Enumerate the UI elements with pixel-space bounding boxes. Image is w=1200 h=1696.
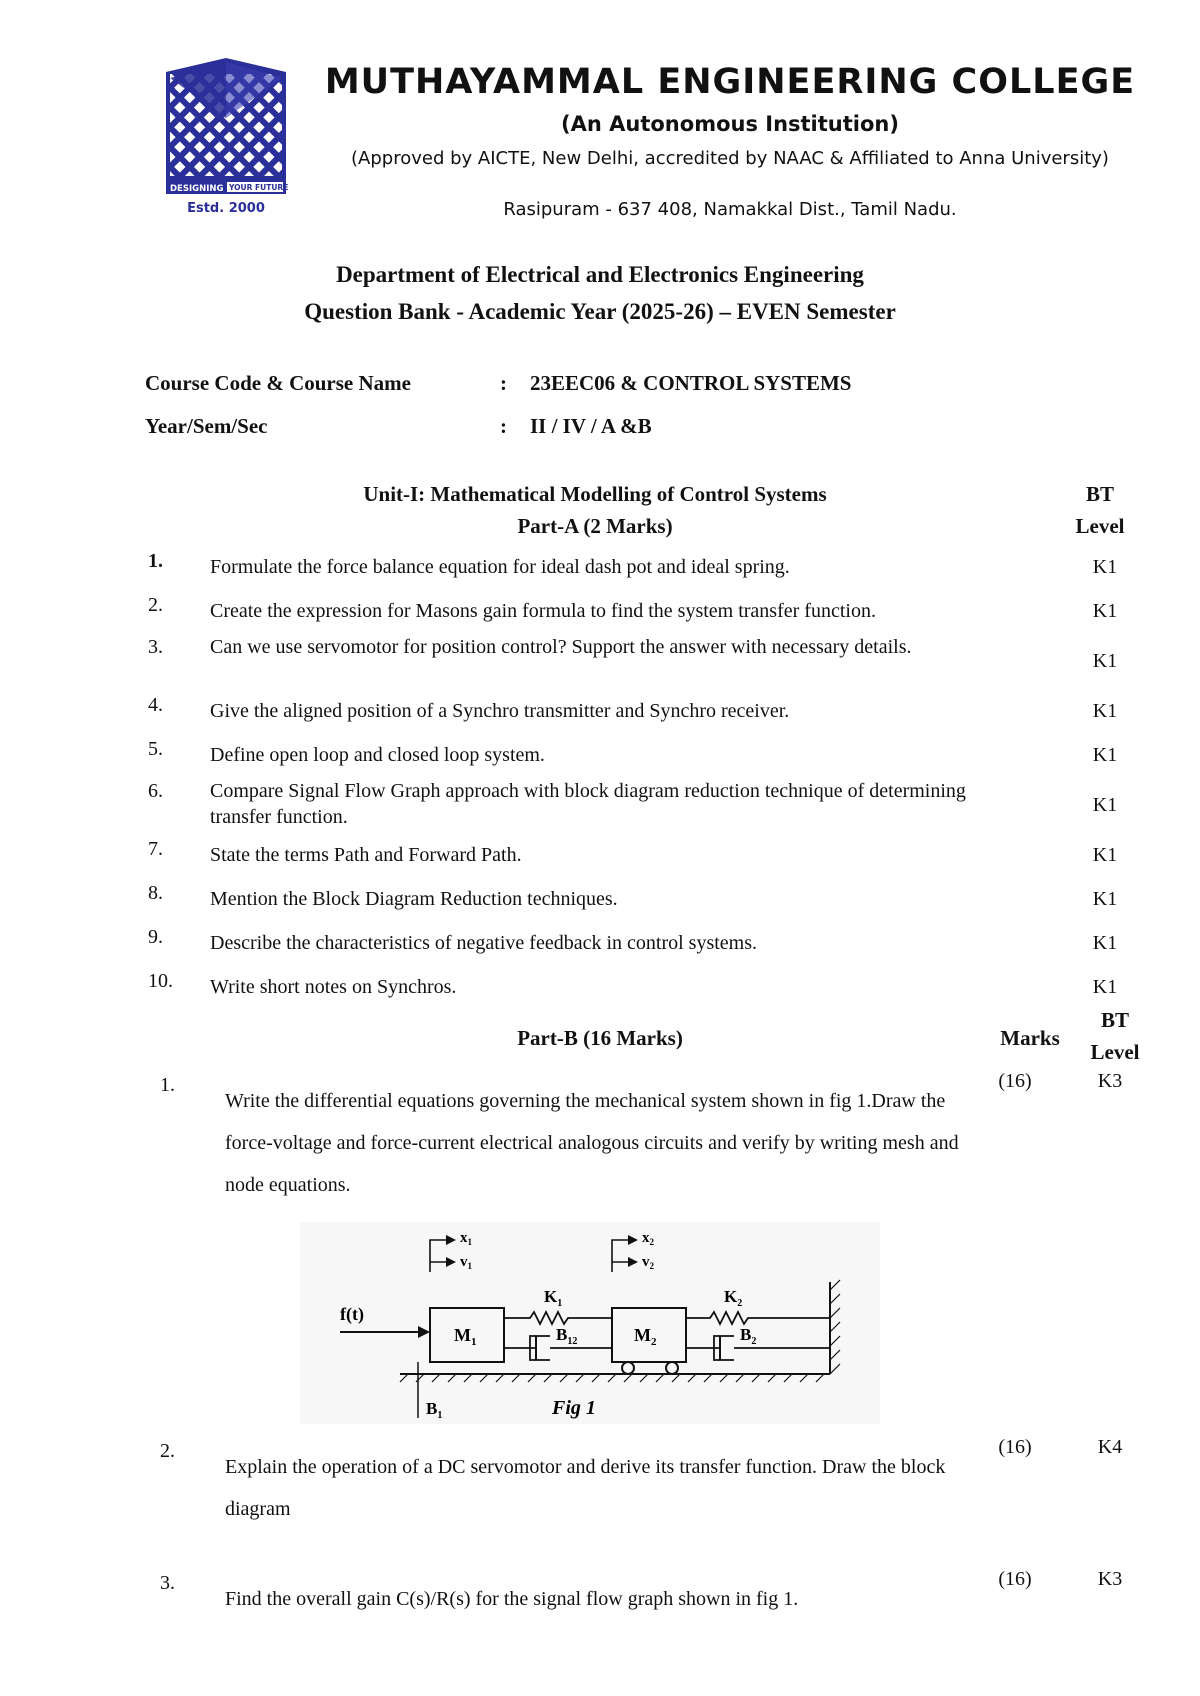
part-b-marks: (16) [998,1070,1032,1092]
part-a-num: 8. [148,882,163,904]
x2-sub: 2 [649,1237,654,1247]
approval-line: (Approved by AICTE, New Delhi, accredited by NAAC & Affiliated to Anna University) [351,148,1109,169]
part-a-question: Mention the Block Diagram Reduction techniques. [210,888,618,910]
year-sem-label: Year/Sem/Sec [145,414,268,438]
b12-label: B [556,1325,568,1344]
part-b-bt-header-1: BT [1100,1008,1129,1032]
part-a-bt: K1 [1092,794,1118,816]
part-a-num: 2. [148,594,163,616]
v1-label: v [460,1254,468,1270]
x1-sub: 1 [467,1237,472,1247]
part-a-bt: K1 [1092,600,1118,622]
k1-label: K [544,1287,558,1306]
k1-sub: 1 [557,1298,563,1309]
logo-estd: Estd. 2000 [187,201,265,216]
part-b-question: Explain the operation of a DC servomotor and derive its transfer function. Draw the block diagram [225,1456,946,1520]
course-code-colon: : [500,371,507,395]
part-b-num: 1. [160,1074,175,1096]
part-b-num: 3. [160,1572,175,1594]
part-a-num: 10. [148,970,173,992]
part-a-question: Define open loop and closed loop system. [210,744,545,766]
part-a-num: 3. [148,636,163,658]
part-b-marks: (16) [998,1568,1032,1590]
part-a-bt: K1 [1092,556,1118,578]
b2-sub: 2 [751,1336,757,1347]
part-b-question: Write the differential equations governing the mechanical system shown in fig 1.Draw the force-voltage and force-current electrical analogous circuits and verify by writing mesh and node equations. [225,1090,959,1196]
part-b-bt-header-2: Level [1090,1040,1140,1064]
part-a-num: 6. [148,780,163,802]
unit-title: Unit-I: Mathematical Modelling of Control Systems [363,482,827,506]
part-a-bt: K1 [1092,844,1118,866]
part-b-bt: K4 [1097,1436,1123,1458]
m1-label: M [454,1325,471,1345]
part-a-bt: K1 [1092,744,1118,766]
b12-sub: 12 [567,1336,578,1347]
logo-caption-1: DESIGNING [170,184,224,194]
v1-sub: 1 [467,1261,472,1271]
logo-caption-2: YOUR FUTURE [229,183,289,192]
part-b-marks-header: Marks [1000,1026,1060,1050]
part-a-bt: K1 [1092,888,1118,910]
part-b-bt: K3 [1097,1568,1123,1590]
part-a-num: 5. [148,738,163,760]
course-code-label: Course Code & Course Name [145,371,411,395]
college-logo-emblem [160,58,292,220]
v2-label: v [642,1254,650,1270]
year-sem-value: II / IV / A &B [530,414,652,438]
part-a-num: 4. [148,694,163,716]
question-bank-title: Question Bank - Academic Year (2025-26) – EVEN Semester [304,299,896,324]
college-name: MUTHAYAMMAL ENGINEERING COLLEGE [324,62,1136,102]
autonomous-label: (An Autonomous Institution) [561,112,899,136]
force-label: f(t) [340,1304,364,1324]
part-a-question: State the terms Path and Forward Path. [210,844,522,866]
college-address: Rasipuram - 637 408, Namakkal Dist., Tamil Nadu. [503,199,957,220]
college-logo [160,58,292,220]
part-a-question: Describe the characteristics of negative feedback in control systems. [210,932,758,954]
k2-label: K [724,1287,738,1306]
part-a-question: Formulate the force balance equation for ideal dash pot and ideal spring. [210,556,790,578]
m2-label: M [634,1325,651,1345]
part-a-title: Part-A (2 Marks) [517,514,673,538]
part-a-bt: K1 [1092,650,1118,672]
x2-label: x [642,1230,650,1246]
department-title: Department of Electrical and Electronics Engineering [336,262,864,287]
figure-caption: Fig 1 [552,1397,596,1419]
part-a-bt: K1 [1092,976,1118,998]
figure-mechanical-system [300,1222,880,1424]
part-a-num: 1. [148,550,163,572]
part-b-question: Find the overall gain C(s)/R(s) for the signal flow graph shown in fig 1. [225,1588,799,1610]
part-b-marks: (16) [998,1436,1032,1458]
part-a-bt: K1 [1092,932,1118,954]
year-sem-colon: : [500,414,507,438]
part-a-question: Write short notes on Synchros. [210,976,457,998]
part-a-question: Give the aligned position of a Synchro transmitter and Synchro receiver. [210,700,790,722]
part-a-bt: K1 [1092,700,1118,722]
part-b-bt: K3 [1097,1070,1123,1092]
part-a-question: Create the expression for Masons gain formula to find the system transfer function. [210,600,876,622]
course-code-value: 23EEC06 & CONTROL SYSTEMS [530,371,852,395]
x1-label: x [460,1230,468,1246]
part-a-num: 9. [148,926,163,948]
part-a-num: 7. [148,838,163,860]
b1-sub: 1 [437,1410,443,1421]
m1-sub: 1 [471,1336,477,1348]
k2-sub: 2 [737,1298,743,1309]
part-b-title: Part-B (16 Marks) [517,1026,683,1050]
bt-header-line-2: Level [1075,514,1125,538]
v2-sub: 2 [649,1261,654,1271]
part-a-question: Compare Signal Flow Graph approach with block diagram reduction technique of determining transfer function. [210,780,966,828]
b1-label: B [426,1399,438,1418]
bt-header-line-1: BT [1085,482,1114,506]
mechanical-system-diagram [300,1222,880,1424]
m2-sub: 2 [651,1336,657,1348]
part-b-num: 2. [160,1440,175,1462]
b2-label: B [740,1325,752,1344]
part-a-question: Can we use servomotor for position control? Support the answer with necessary details. [210,636,912,658]
